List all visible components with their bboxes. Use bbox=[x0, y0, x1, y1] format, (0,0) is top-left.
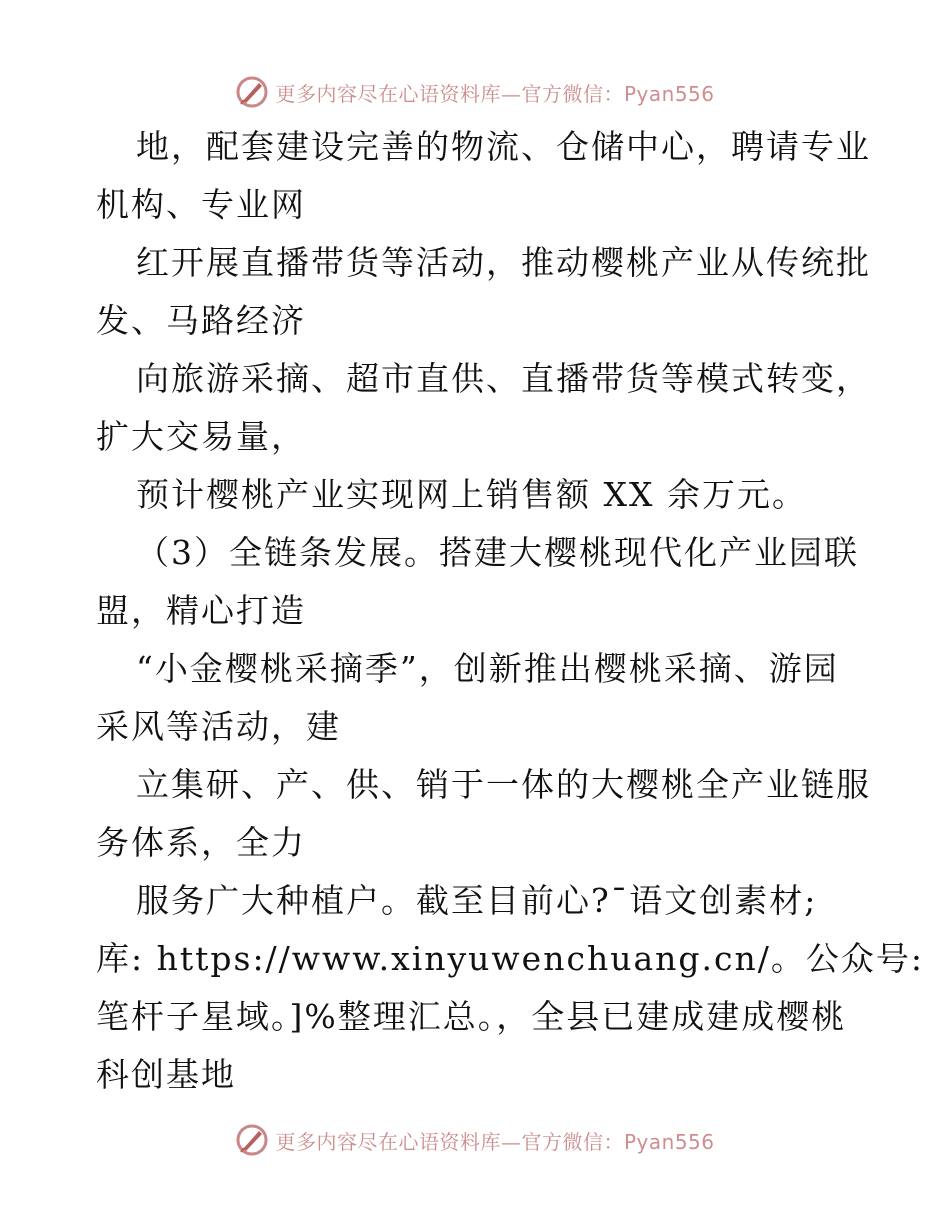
text-line: 发、马路经济 bbox=[96, 301, 306, 340]
text-line: 采风等活动，建 bbox=[96, 707, 341, 746]
document-body bbox=[96, 118, 924, 1104]
text-line: 科创基地 bbox=[96, 1055, 236, 1094]
quill-logo-icon bbox=[235, 75, 269, 109]
watermark-label: 更多内容尽在心语资料库—官方微信： bbox=[275, 1129, 624, 1154]
watermark-handle: Pyan556 bbox=[623, 81, 715, 106]
header-watermark bbox=[0, 72, 950, 112]
text-line: 地，配套建设完善的物流、仓储中心，聘请专业 bbox=[136, 127, 871, 166]
text-line: 服务广大种植户。截至目前心?¯语文创素材; bbox=[136, 881, 818, 920]
watermark-text bbox=[275, 78, 714, 107]
text-line: 向旅游采摘、超市直供、直播带货等模式转变， bbox=[136, 359, 871, 398]
quill-logo-icon bbox=[235, 1123, 269, 1157]
watermark-text bbox=[275, 1126, 714, 1155]
text-line: 笔杆子星域。]%整理汇总。，全县已建成建成樱桃 bbox=[96, 997, 847, 1036]
text-line: 预计樱桃产业实现网上销售额 XX 余万元。 bbox=[136, 475, 807, 514]
text-line: 扩大交易量， bbox=[96, 417, 306, 456]
footer-watermark bbox=[0, 1120, 950, 1160]
watermark-handle: Pyan556 bbox=[623, 1129, 715, 1154]
text-line: 库: https://www.xinyuwenchuang.cn/。公众号: bbox=[96, 939, 924, 978]
watermark-label: 更多内容尽在心语资料库—官方微信： bbox=[275, 81, 624, 106]
text-line: 机构、专业网 bbox=[96, 185, 306, 224]
text-line: （3）全链条发展。搭建大樱桃现代化产业园联 bbox=[136, 533, 859, 572]
text-line: “小金樱桃采摘季”，创新推出樱桃采摘、游园 bbox=[136, 649, 839, 688]
text-line: 务体系，全力 bbox=[96, 823, 306, 862]
text-line: 盟，精心打造 bbox=[96, 591, 306, 630]
text-line: 红开展直播带货等活动，推动樱桃产业从传统批 bbox=[136, 243, 871, 282]
text-line: 立集研、产、供、销于一体的大樱桃全产业链服 bbox=[136, 765, 871, 804]
